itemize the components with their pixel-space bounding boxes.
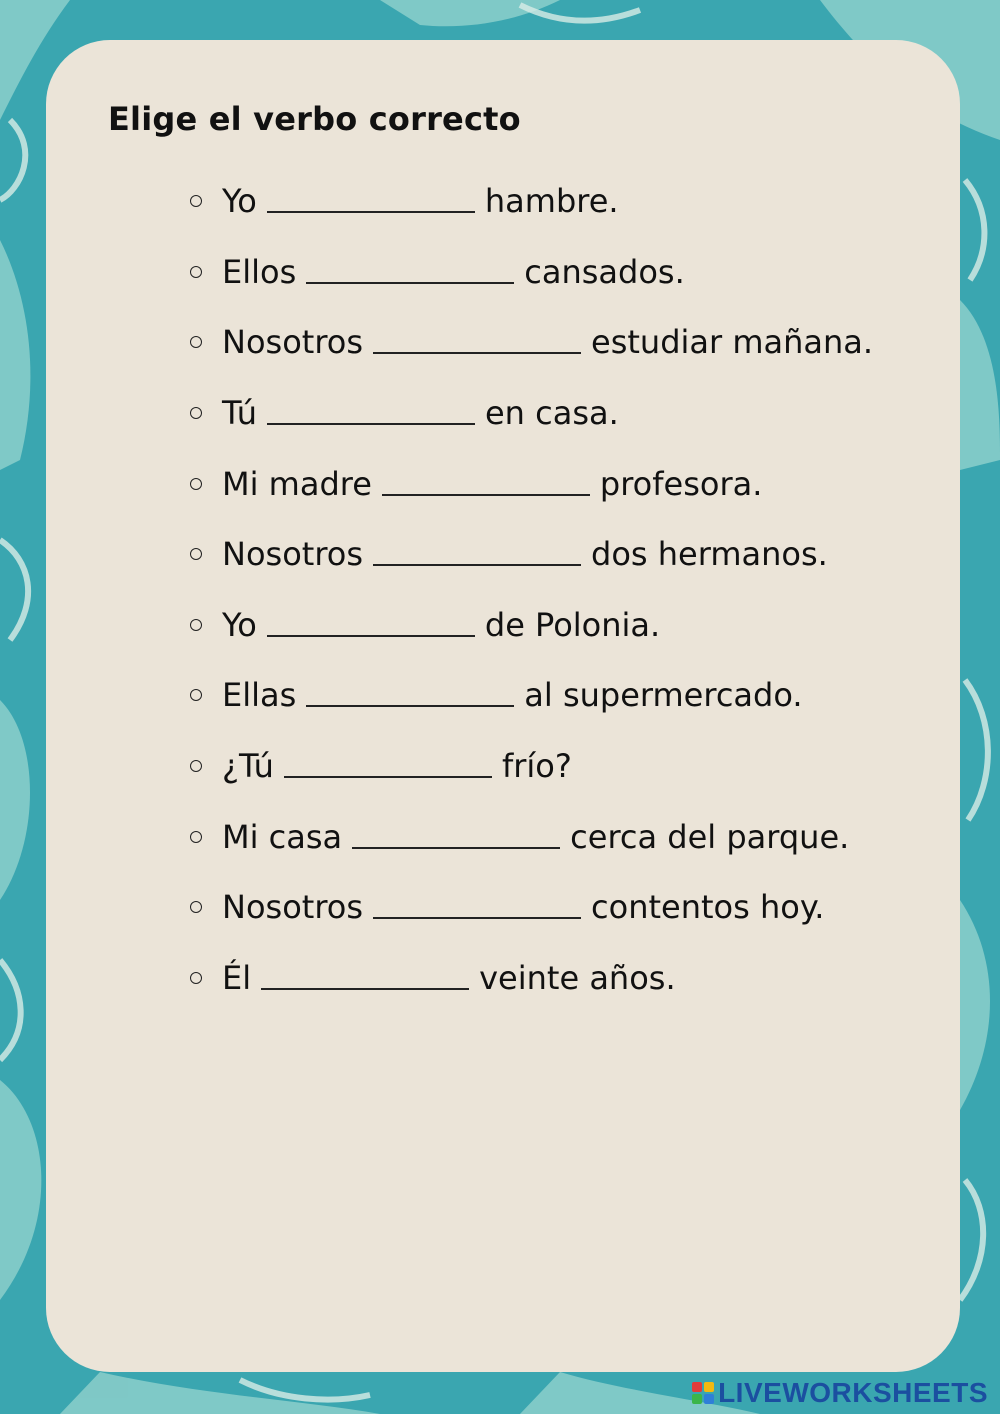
answer-blank[interactable] bbox=[267, 605, 475, 637]
exercise-item bbox=[190, 872, 873, 943]
bullet-circle-icon bbox=[190, 619, 202, 631]
exercise-list bbox=[190, 166, 873, 1013]
bullet-circle-icon bbox=[190, 972, 202, 984]
logo-text: LIVEWORKSHEETS bbox=[718, 1377, 988, 1408]
answer-blank[interactable] bbox=[284, 746, 492, 778]
bullet-circle-icon bbox=[190, 901, 202, 913]
sentence-start: Nosotros bbox=[222, 888, 364, 927]
sentence-start: Ellas bbox=[222, 676, 297, 715]
sentence-end: cerca del parque. bbox=[570, 817, 850, 856]
sentence-start: Mi casa bbox=[222, 817, 343, 856]
answer-blank[interactable] bbox=[382, 464, 590, 496]
sentence-end: dos hermanos. bbox=[591, 535, 828, 574]
sentence-end: frío? bbox=[501, 747, 572, 786]
sentence-start: Tú bbox=[222, 394, 257, 433]
bullet-circle-icon bbox=[190, 195, 202, 207]
exercise-item bbox=[190, 731, 873, 802]
bullet-circle-icon bbox=[190, 689, 202, 701]
sentence-end: de Polonia. bbox=[484, 605, 661, 644]
exercise-item bbox=[190, 307, 873, 378]
answer-blank[interactable] bbox=[306, 675, 514, 707]
answer-blank[interactable] bbox=[373, 322, 581, 354]
exercise-item bbox=[190, 590, 873, 661]
answer-blank[interactable] bbox=[373, 534, 581, 566]
sentence-end: en casa. bbox=[484, 394, 619, 433]
answer-blank[interactable] bbox=[267, 181, 475, 213]
answer-blank[interactable] bbox=[261, 958, 469, 990]
exercise-item bbox=[190, 378, 873, 449]
sentence-end: cansados. bbox=[524, 252, 685, 291]
sentence-start: Ellos bbox=[222, 252, 297, 291]
sentence-end: veinte años. bbox=[479, 958, 676, 997]
sentence-start: Yo bbox=[222, 605, 257, 644]
exercise-item bbox=[190, 943, 873, 1014]
exercise-item bbox=[190, 166, 873, 237]
sentence-start: Yo bbox=[222, 182, 257, 221]
answer-blank[interactable] bbox=[373, 887, 581, 919]
answer-blank[interactable] bbox=[267, 393, 475, 425]
bullet-circle-icon bbox=[190, 336, 202, 348]
sentence-end: contentos hoy. bbox=[591, 888, 825, 927]
sentence-end: profesora. bbox=[599, 464, 763, 503]
bullet-circle-icon bbox=[190, 760, 202, 772]
sentence-start: Él bbox=[222, 958, 252, 997]
sentence-start: ¿Tú bbox=[222, 747, 274, 786]
sentence-end: hambre. bbox=[484, 182, 619, 221]
bullet-circle-icon bbox=[190, 831, 202, 843]
logo-mark-icon bbox=[692, 1382, 714, 1404]
answer-blank[interactable] bbox=[306, 252, 514, 284]
sentence-end: estudiar mañana. bbox=[591, 323, 874, 362]
exercise-item bbox=[190, 448, 873, 519]
sentence-end: al supermercado. bbox=[524, 676, 803, 715]
bullet-circle-icon bbox=[190, 548, 202, 560]
exercise-item bbox=[190, 519, 873, 590]
sentence-start: Mi madre bbox=[222, 464, 372, 503]
bullet-circle-icon bbox=[190, 478, 202, 490]
answer-blank[interactable] bbox=[352, 817, 560, 849]
bullet-circle-icon bbox=[190, 407, 202, 419]
sentence-start: Nosotros bbox=[222, 323, 364, 362]
sentence-start: Nosotros bbox=[222, 535, 364, 574]
liveworksheets-logo[interactable] bbox=[692, 1378, 988, 1408]
exercise-item bbox=[190, 660, 873, 731]
worksheet-title: Elige el verbo correcto bbox=[108, 100, 521, 138]
exercise-item bbox=[190, 801, 873, 872]
exercise-item bbox=[190, 237, 873, 308]
bullet-circle-icon bbox=[190, 266, 202, 278]
